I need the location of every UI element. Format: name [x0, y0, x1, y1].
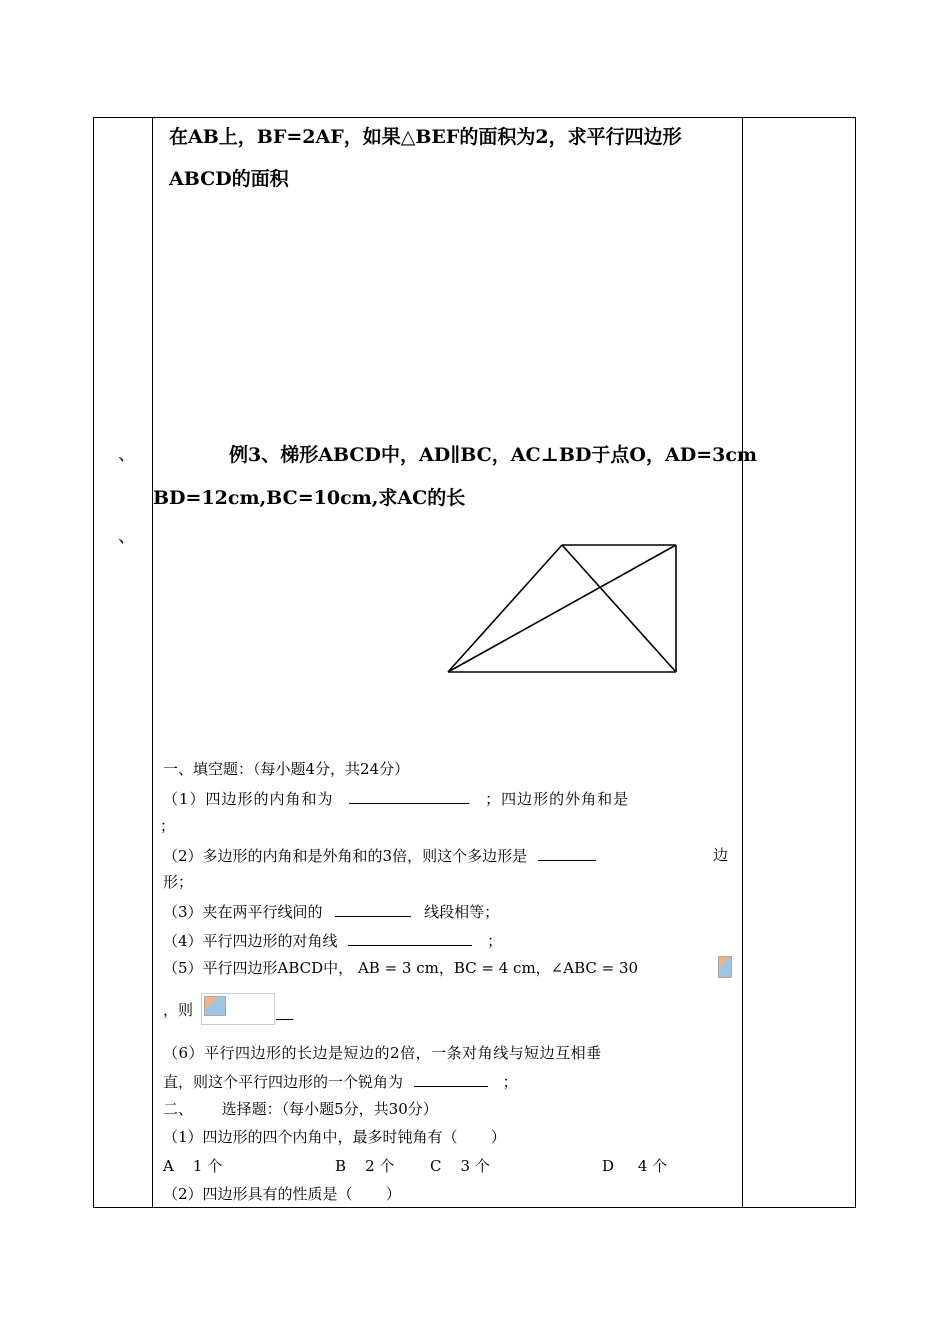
q2-blank	[538, 844, 596, 861]
broken-image-box	[201, 993, 275, 1025]
broken-image-icon	[204, 996, 226, 1016]
example3-line-2: BD=12cm,BC=10cm,求AC的长	[153, 487, 466, 509]
edge-ba	[448, 545, 562, 672]
q6-line	[163, 1070, 518, 1092]
left-mark-1: 、	[118, 444, 136, 465]
q1-blank-1	[349, 787, 469, 804]
q3-text-a: （3）夹在两平行线间的	[163, 903, 323, 921]
q1-text-a: （1）四边形的内角和为	[163, 790, 334, 808]
q5-line	[163, 957, 638, 978]
q2-line	[163, 844, 604, 866]
diagonal-bd	[448, 545, 676, 672]
example3-line-1: 例3、梯形ABCD中，AD∥BC，AC⊥BD于点O，AD=3cm	[229, 444, 758, 466]
q6-blank	[414, 1070, 488, 1087]
q4-text-b: ；	[487, 932, 503, 950]
s2-q1: （1）四边形的四个内角中，最多时钝角有（ ）	[163, 1128, 506, 1146]
s2-q1-option-c: C 3 个	[430, 1157, 490, 1175]
q4-blank	[348, 929, 472, 946]
q1-text-b: ；四边形的外角和是	[485, 790, 630, 808]
q2-text-c: 形；	[163, 873, 194, 891]
q2-text-a: （2）多边形的内角和是外角和的3倍，则这个多边形是	[163, 847, 528, 865]
q1-line	[163, 787, 629, 809]
q5-text-a: （5）平行四边形ABCD中， AB = 3 cm，BC = 4 cm，∠ABC = 30	[163, 959, 639, 977]
s2-q2: （2）四边形具有的性质是（ ）	[163, 1185, 401, 1203]
q6-text-a: （6）平行四边形的长边是短边的2倍，一条对角线与短边互相垂	[163, 1044, 602, 1062]
q4-line	[163, 929, 502, 951]
left-mark-2: 、	[118, 526, 136, 547]
q6-text-c: ；	[502, 1073, 518, 1091]
q2-text-b: 边	[713, 846, 729, 864]
section1-title: 一、填空题：（每小题4分，共24分）	[163, 760, 410, 778]
s2-q1-option-d: D 4 个	[602, 1157, 668, 1175]
q6-text-b: 直，则这个平行四边形的一个锐角为	[163, 1073, 404, 1091]
broken-image-icon	[718, 956, 732, 978]
s2-q1-option-b: B 2 个	[335, 1157, 395, 1175]
section2-title: 二、 选择题：（每小题5分，共30分）	[163, 1100, 438, 1118]
q3-blank	[335, 900, 411, 917]
problem-text-line-1: 在AB上，BF=2AF，如果△BEF的面积为2，求平行四边形	[169, 126, 682, 148]
q1-text-c: ；	[160, 817, 176, 835]
problem-text-line-2: ABCD的面积	[169, 168, 289, 190]
diagonal-ac	[562, 545, 676, 672]
q5-blank	[276, 1003, 293, 1020]
q5-text-b: ，则	[163, 1001, 194, 1019]
s2-q1-option-a: A 1 个	[163, 1157, 223, 1175]
q3-line	[163, 900, 499, 922]
q3-text-b: 线段相等；	[424, 903, 500, 921]
q4-text-a: （4）平行四边形的对角线	[163, 932, 338, 950]
